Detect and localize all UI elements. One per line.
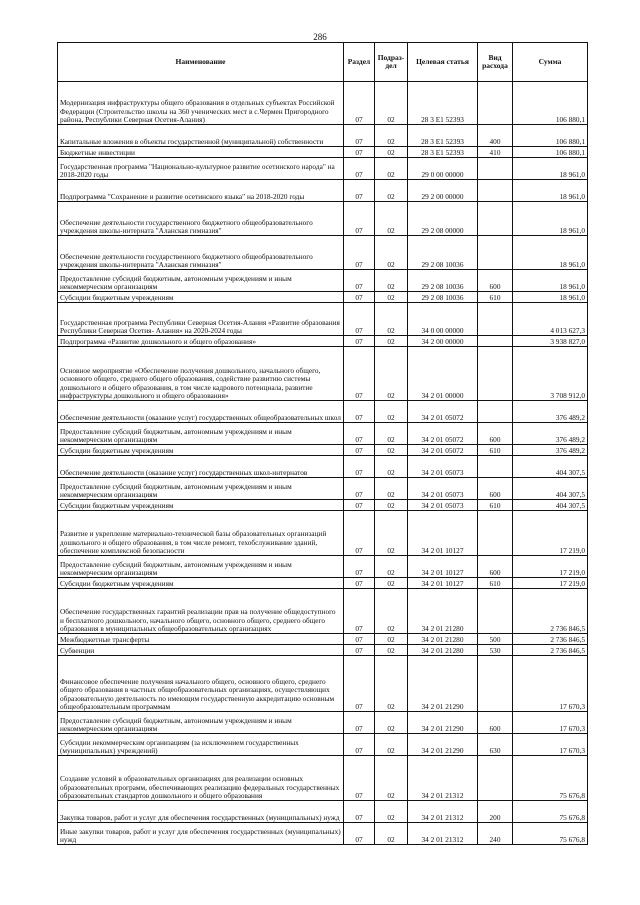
- cell-expense-type: 600: [478, 478, 513, 500]
- table-row: [58, 292, 588, 303]
- cell-subsection: 02: [375, 478, 408, 500]
- cell-target-article: 34 2 01 21312: [408, 756, 478, 801]
- cell-subsection: 02: [375, 578, 408, 589]
- cell-name: Модернизация инфраструктуры общего образования в отдельных субъектах Российской Федерации (Строительство школы на 360 ученических мест в с.Чермен Пригородного района, Республики Северная Осетия-Алания): [58, 82, 344, 125]
- cell-target-article: 29 2 08 10036: [408, 270, 478, 292]
- table-row: [58, 734, 588, 756]
- cell-section: 07: [344, 158, 375, 180]
- cell-section: 07: [344, 292, 375, 303]
- column-header-name: Наименование: [58, 43, 344, 82]
- cell-subsection: 02: [375, 336, 408, 347]
- cell-sum: 17 670,3: [513, 656, 588, 712]
- table-row: [58, 202, 588, 236]
- cell-section: 07: [344, 734, 375, 756]
- cell-expense-type: [478, 756, 513, 801]
- column-header-subsection: Подраз-дел: [375, 43, 408, 82]
- cell-target-article: 29 0 00 00000: [408, 158, 478, 180]
- cell-expense-type: 600: [478, 270, 513, 292]
- cell-section: 07: [344, 823, 375, 845]
- cell-subsection: 02: [375, 401, 408, 423]
- table-row: [58, 445, 588, 456]
- table-row: [58, 589, 588, 634]
- cell-expense-type: 610: [478, 500, 513, 511]
- cell-expense-type: [478, 656, 513, 712]
- cell-section: 07: [344, 556, 375, 578]
- cell-name: Закупка товаров, работ и услуг для обеспечения государственных (муниципальных) нужд: [58, 801, 344, 823]
- cell-name: Межбюджетные трансферты: [58, 634, 344, 645]
- cell-name: Государственная программа "Национально-культурное развитие осетинского народа" на 2018-2020 годы: [58, 158, 344, 180]
- page-number: 286: [313, 32, 327, 42]
- cell-section: 07: [344, 645, 375, 656]
- cell-sum: 106 880,1: [513, 125, 588, 147]
- cell-sum: 18 961,0: [513, 292, 588, 303]
- cell-name: Предоставление субсидий бюджетным, автономным учреждениям и иным некоммерческим организациям: [58, 712, 344, 734]
- cell-target-article: 34 2 01 21280: [408, 634, 478, 645]
- column-header-sum: Сумма: [513, 43, 588, 82]
- cell-sum: 3 938 827,0: [513, 336, 588, 347]
- cell-section: 07: [344, 236, 375, 270]
- cell-target-article: 34 2 01 10127: [408, 578, 478, 589]
- cell-subsection: 02: [375, 712, 408, 734]
- cell-target-article: 34 0 00 00000: [408, 303, 478, 336]
- cell-subsection: 02: [375, 456, 408, 478]
- table-row: [58, 511, 588, 556]
- table-row: [58, 712, 588, 734]
- table-row: [58, 347, 588, 401]
- cell-name: Субсидии бюджетным учреждениям: [58, 292, 344, 303]
- cell-name: Капитальные вложения в объекты государственной (муниципальной) собственности: [58, 125, 344, 147]
- cell-name: Предоставление субсидий бюджетным, автономным учреждениям и иным некоммерческим организациям: [58, 423, 344, 445]
- cell-expense-type: 400: [478, 125, 513, 147]
- cell-name: Финансовое обеспечение получения начального общего, основного общего, среднего общего образования в частных общеобразовательных организациях, осуществляющих образовательную деятельность по имеющим государственную аккредитацию основным общеобразовательным программам: [58, 656, 344, 712]
- cell-subsection: 02: [375, 634, 408, 645]
- cell-sum: 2 736 846,5: [513, 634, 588, 645]
- cell-target-article: 34 2 01 21312: [408, 801, 478, 823]
- cell-expense-type: [478, 347, 513, 401]
- table-row: [58, 578, 588, 589]
- cell-name: Обеспечение деятельности государственного бюджетного общеобразовательного учреждения школы-интерната "Аланская гимназия": [58, 236, 344, 270]
- cell-subsection: 02: [375, 147, 408, 158]
- cell-sum: 17 670,3: [513, 734, 588, 756]
- cell-name: Бюджетные инвестиции: [58, 147, 344, 158]
- cell-name: Развитие и укрепление материально-технической базы образовательных организаций дошкольного и общего образования, в том числе ремонт, техобслуживание зданий, обеспечение комплексной безопасности: [58, 511, 344, 556]
- table-row: [58, 823, 588, 845]
- cell-expense-type: [478, 303, 513, 336]
- cell-section: 07: [344, 423, 375, 445]
- cell-expense-type: 410: [478, 147, 513, 158]
- cell-name: Обеспечение государственных гарантий реализации прав на получение общедоступного и бесплатного дошкольного, начального общего, основного общего, среднего общего образования в муниципальных общеобразовательных организациях: [58, 589, 344, 634]
- cell-section: 07: [344, 500, 375, 511]
- table-row: [58, 147, 588, 158]
- cell-sum: 376 489,2: [513, 423, 588, 445]
- cell-section: 07: [344, 801, 375, 823]
- cell-expense-type: 630: [478, 734, 513, 756]
- cell-subsection: 02: [375, 500, 408, 511]
- cell-sum: 404 307,5: [513, 478, 588, 500]
- cell-sum: 17 219,0: [513, 556, 588, 578]
- cell-name: Субсидии бюджетным учреждениям: [58, 500, 344, 511]
- cell-section: 07: [344, 82, 375, 125]
- table-row: [58, 645, 588, 656]
- column-header-section: Раздел: [344, 43, 375, 82]
- cell-expense-type: 610: [478, 292, 513, 303]
- cell-expense-type: 240: [478, 823, 513, 845]
- cell-section: 07: [344, 578, 375, 589]
- cell-sum: 17 670,3: [513, 712, 588, 734]
- cell-subsection: 02: [375, 556, 408, 578]
- cell-target-article: 34 2 01 21312: [408, 823, 478, 845]
- cell-name: Подпрограмма «Развитие дошкольного и общего образования»: [58, 336, 344, 347]
- table-row: [58, 634, 588, 645]
- cell-section: 07: [344, 589, 375, 634]
- table-row: [58, 336, 588, 347]
- cell-name: Иные закупки товаров, работ и услуг для обеспечения государственных (муниципальных) нужд: [58, 823, 344, 845]
- cell-sum: 18 961,0: [513, 180, 588, 202]
- cell-target-article: 29 2 00 00000: [408, 180, 478, 202]
- cell-name: Создание условий в образовательных организациях для реализации основных образовательных программ, обеспечивающих реализацию федеральных государственных образовательных стандартов дошкольного и общего образования: [58, 756, 344, 801]
- cell-expense-type: 610: [478, 578, 513, 589]
- cell-subsection: 02: [375, 270, 408, 292]
- cell-subsection: 02: [375, 423, 408, 445]
- cell-section: 07: [344, 180, 375, 202]
- cell-section: 07: [344, 456, 375, 478]
- cell-sum: 404 307,5: [513, 456, 588, 478]
- table-row: [58, 158, 588, 180]
- cell-sum: 2 736 846,5: [513, 645, 588, 656]
- cell-section: 07: [344, 401, 375, 423]
- cell-expense-type: [478, 82, 513, 125]
- cell-sum: 75 676,8: [513, 756, 588, 801]
- cell-expense-type: [478, 202, 513, 236]
- cell-expense-type: 610: [478, 445, 513, 456]
- table-row: [58, 500, 588, 511]
- cell-section: 07: [344, 634, 375, 645]
- cell-target-article: 34 2 01 21280: [408, 589, 478, 634]
- cell-subsection: 02: [375, 823, 408, 845]
- cell-subsection: 02: [375, 236, 408, 270]
- cell-target-article: 29 2 08 10036: [408, 236, 478, 270]
- cell-name: Субвенции: [58, 645, 344, 656]
- cell-target-article: 34 2 01 05072: [408, 401, 478, 423]
- cell-target-article: 28 3 E1 52393: [408, 147, 478, 158]
- cell-expense-type: 600: [478, 712, 513, 734]
- cell-target-article: 28 3 E1 52393: [408, 125, 478, 147]
- table-row: [58, 236, 588, 270]
- cell-section: 07: [344, 147, 375, 158]
- table-body: [58, 82, 588, 845]
- cell-target-article: 34 2 01 00000: [408, 347, 478, 401]
- cell-target-article: 34 2 01 05073: [408, 456, 478, 478]
- cell-name: Обеспечение деятельности (оказание услуг) государственных школ-интернатов: [58, 456, 344, 478]
- cell-expense-type: [478, 180, 513, 202]
- cell-target-article: 34 2 01 21290: [408, 656, 478, 712]
- cell-target-article: 34 2 01 05073: [408, 500, 478, 511]
- cell-sum: 18 961,0: [513, 270, 588, 292]
- cell-section: 07: [344, 756, 375, 801]
- cell-name: Основное мероприятие «Обеспечение получения дошкольного, начального общего, основного общего, среднего общего образования, содействие развитию системы дошкольного и общего образования, в том числе кадрового потенциала, развитие инфраструктуры дошкольного и общего образования»: [58, 347, 344, 401]
- table-row: [58, 401, 588, 423]
- budget-table: [57, 42, 588, 845]
- cell-section: 07: [344, 125, 375, 147]
- cell-sum: 404 307,5: [513, 500, 588, 511]
- table-row: [58, 423, 588, 445]
- cell-sum: 17 219,0: [513, 511, 588, 556]
- cell-expense-type: [478, 511, 513, 556]
- column-header-expense-type: Вид расхода: [478, 43, 513, 82]
- cell-target-article: 34 2 01 05073: [408, 478, 478, 500]
- cell-sum: 18 961,0: [513, 158, 588, 180]
- table-row: [58, 456, 588, 478]
- cell-target-article: 28 3 E1 52393: [408, 82, 478, 125]
- cell-target-article: 29 2 08 10036: [408, 292, 478, 303]
- table-header-row: [58, 43, 588, 82]
- cell-target-article: 29 2 08 00000: [408, 202, 478, 236]
- cell-section: 07: [344, 347, 375, 401]
- cell-sum: 376 489,2: [513, 401, 588, 423]
- table-row: [58, 556, 588, 578]
- table-row: [58, 656, 588, 712]
- cell-section: 07: [344, 511, 375, 556]
- cell-sum: 2 736 846,5: [513, 589, 588, 634]
- cell-sum: 17 219,0: [513, 578, 588, 589]
- cell-expense-type: [478, 236, 513, 270]
- table-row: [58, 270, 588, 292]
- cell-target-article: 34 2 01 05072: [408, 445, 478, 456]
- cell-name: Обеспечение деятельности (оказание услуг) государственных общеобразовательных школ: [58, 401, 344, 423]
- cell-target-article: 34 2 01 21290: [408, 734, 478, 756]
- cell-subsection: 02: [375, 511, 408, 556]
- cell-section: 07: [344, 270, 375, 292]
- cell-target-article: 34 2 01 05072: [408, 423, 478, 445]
- cell-subsection: 02: [375, 125, 408, 147]
- cell-name: Государственная программа Республики Северная Осетия-Алания «Развитие образования Республики Северная Осетия- Алания» на 2020-2024 годы: [58, 303, 344, 336]
- cell-target-article: 34 2 01 10127: [408, 511, 478, 556]
- table-row: [58, 180, 588, 202]
- cell-sum: 18 961,0: [513, 202, 588, 236]
- cell-sum: 106 880,1: [513, 82, 588, 125]
- cell-target-article: 34 2 01 10127: [408, 556, 478, 578]
- cell-subsection: 02: [375, 82, 408, 125]
- cell-sum: 18 961,0: [513, 236, 588, 270]
- cell-sum: 376 489,2: [513, 445, 588, 456]
- cell-expense-type: 600: [478, 423, 513, 445]
- cell-subsection: 02: [375, 180, 408, 202]
- cell-sum: 75 676,8: [513, 801, 588, 823]
- table-row: [58, 756, 588, 801]
- cell-name: Предоставление субсидий бюджетным, автономным учреждениям и иным некоммерческим организациям: [58, 556, 344, 578]
- table-row: [58, 801, 588, 823]
- cell-expense-type: [478, 589, 513, 634]
- cell-name: Обеспечение деятельности государственного бюджетного общеобразовательного учреждения школы-интерната "Аланская гимназия": [58, 202, 344, 236]
- cell-expense-type: [478, 456, 513, 478]
- cell-subsection: 02: [375, 734, 408, 756]
- cell-subsection: 02: [375, 801, 408, 823]
- cell-target-article: 34 2 01 21290: [408, 712, 478, 734]
- table-row: [58, 478, 588, 500]
- cell-section: 07: [344, 303, 375, 336]
- cell-subsection: 02: [375, 445, 408, 456]
- cell-subsection: 02: [375, 589, 408, 634]
- cell-subsection: 02: [375, 158, 408, 180]
- cell-sum: 106 880,1: [513, 147, 588, 158]
- cell-expense-type: [478, 336, 513, 347]
- cell-sum: 3 708 912,0: [513, 347, 588, 401]
- cell-target-article: 34 2 00 00000: [408, 336, 478, 347]
- cell-section: 07: [344, 445, 375, 456]
- cell-expense-type: 600: [478, 556, 513, 578]
- cell-expense-type: 530: [478, 645, 513, 656]
- cell-name: Субсидии некоммерческим организациям (за исключением государственных (муниципальных) учреждений): [58, 734, 344, 756]
- cell-expense-type: [478, 401, 513, 423]
- table-row: [58, 82, 588, 125]
- cell-expense-type: 200: [478, 801, 513, 823]
- cell-section: 07: [344, 202, 375, 236]
- table-row: [58, 303, 588, 336]
- cell-section: 07: [344, 656, 375, 712]
- cell-sum: 4 013 627,3: [513, 303, 588, 336]
- cell-subsection: 02: [375, 303, 408, 336]
- cell-subsection: 02: [375, 292, 408, 303]
- cell-expense-type: 500: [478, 634, 513, 645]
- cell-name: Субсидии бюджетным учреждениям: [58, 578, 344, 589]
- cell-sum: 75 676,8: [513, 823, 588, 845]
- cell-subsection: 02: [375, 656, 408, 712]
- cell-name: Субсидии бюджетным учреждениям: [58, 445, 344, 456]
- cell-section: 07: [344, 336, 375, 347]
- cell-subsection: 02: [375, 645, 408, 656]
- cell-target-article: 34 2 01 21280: [408, 645, 478, 656]
- cell-section: 07: [344, 478, 375, 500]
- cell-section: 07: [344, 712, 375, 734]
- cell-name: Предоставление субсидий бюджетным, автономным учреждениям и иным некоммерческим организациям: [58, 270, 344, 292]
- table-row: [58, 125, 588, 147]
- cell-expense-type: [478, 158, 513, 180]
- column-header-target-article: Целевая статья: [408, 43, 478, 82]
- cell-name: Предоставление субсидий бюджетным, автономным учреждениям и иным некоммерческим организациям: [58, 478, 344, 500]
- cell-subsection: 02: [375, 347, 408, 401]
- cell-subsection: 02: [375, 202, 408, 236]
- cell-name: Подпрограмма "Сохранение и развитие осетинского языка" на 2018-2020 годы: [58, 180, 344, 202]
- cell-subsection: 02: [375, 756, 408, 801]
